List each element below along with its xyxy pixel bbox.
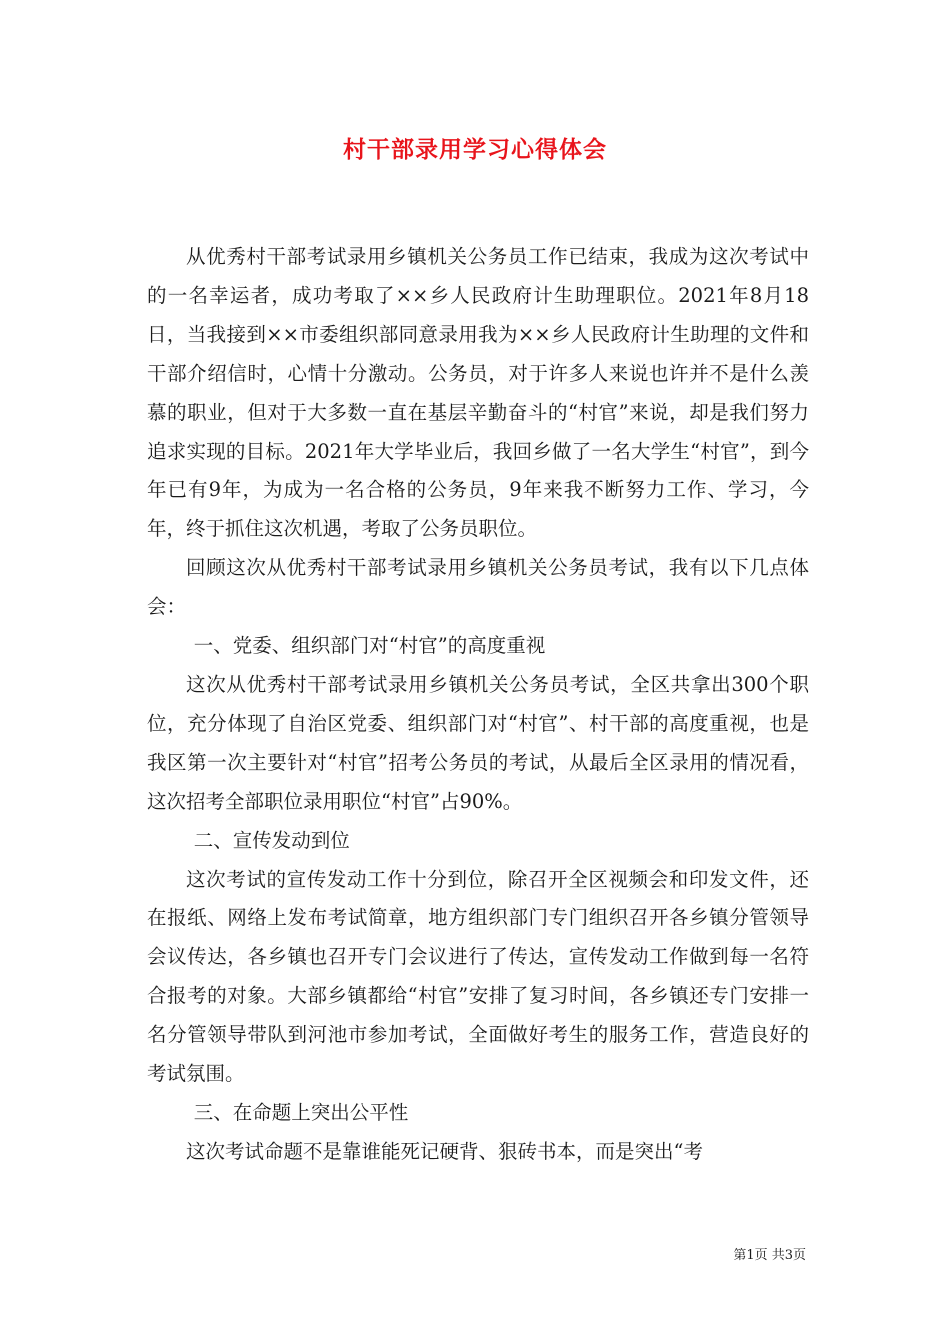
section-heading-3: 三、在命题上突出公平性 [193,1100,409,1124]
paragraph-section-2: 这次考试的宣传发动工作十分到位，除召开全区视频会和印发文件，还在报纸、网络上发布考试简章，地方组织部门专门组织召开各乡镇分管领导会议传达，各乡镇也召开专门会议进行了传达，宣传发动工作做到每一名符合报考的对象。大部乡镇都给“村官”安排了复习时间，各乡镇还专门安排一名分管领导带队到河池市参加考试，全面做好考生的服务工作，营造良好的考试氛围。 [147,867,809,1086]
paragraph-intro: 从优秀村干部考试录用乡镇机关公务员工作已结束，我成为这次考试中的一名幸运者，成功考取了××乡人民政府计生助理职位。2021年8月18日，当我接到××市委组织部同意录用我为××乡人民政府计生助理的文件和干部介绍信时，心情十分激动。公务员，对于许多人来说也许并不是什么羡慕的职业，但对于大多数一直在基层辛勤奋斗的“村官”来说，却是我们努力追求实现的目标。2021年大学毕业后，我回乡做了一名大学生“村官”，到今年已有9年，为成为一名合格的公务员，9年来我不断努力工作、学习，今年，终于抓住这次机遇，考取了公务员职位。 [147,245,809,541]
paragraph-section-3: 这次考试命题不是靠谁能死记硬背、狠砖书本，而是突出“考 [186,1139,703,1163]
document-title: 村干部录用学习心得体会 [343,136,607,163]
paragraph-review: 回顾这次从优秀村干部考试录用乡镇机关公务员考试，我有以下几点体会： [147,556,809,619]
section-heading-1: 一、党委、组织部门对“村官”的高度重视 [193,634,546,658]
paragraph-section-1: 这次从优秀村干部考试录用乡镇机关公务员考试，全区共拿出300个职位，充分体现了自治区党委、组织部门对“村官”、村干部的高度重视，也是我区第一次主要针对“村官”招考公务员的考试，从最后全区录用的情况看，这次招考全部职位录用职位“村官”占90%。 [147,672,809,813]
page-number-footer: 第1页 共3页 [733,1248,806,1263]
section-heading-2: 二、宣传发动到位 [193,828,350,852]
document-body [147,238,809,1172]
